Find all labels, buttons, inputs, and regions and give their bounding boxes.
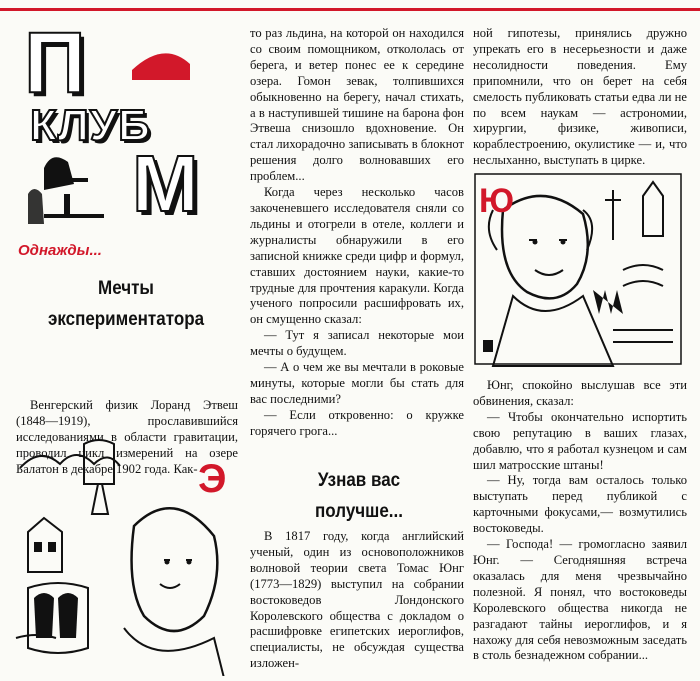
story1-title	[28, 272, 224, 334]
club-logo	[14, 15, 240, 230]
illustration1-letter: Э	[198, 457, 227, 501]
story2-paragraph: — Господа! — громогласно заявил Юнг. — Сегодняшняя встреча оказалась для меня чрезвычайно полезной. Я понял, что востоковеды Королевского общества никогда не разгадают тайны иероглифов, и я нахожу для себя невозможным заседать в столь безнадежном собрании...	[473, 537, 687, 663]
story1-paragraph: — Тут я записал некоторые мои мечты о будущем.	[250, 328, 464, 359]
story1-paragraph: — Если откровенно: о кружке горячего грога...	[250, 407, 464, 438]
illustration2-letter: Ю	[479, 182, 515, 220]
story1-paragraph-cont: то раз льдина, на которой он находился со своим помощником, откололась от берега, и ветер понес ее к середине озера. Гомон зевак, толпившихся обыкновенно на берегу, начал стихать, а в наступившей тишине на барона фон Этвеша снизошло вдохновение. Он стал лихорадочно записывать в блокнот решения долго волновавших его проблем...	[250, 26, 464, 184]
story1-column2	[250, 26, 464, 440]
story1-title-line1: Мечты	[98, 276, 154, 299]
story2-paragraph: Юнг, спокойно выслушав все эти обвинения, сказал:	[473, 378, 687, 408]
illustration-young	[473, 170, 687, 370]
eotvos-drawing	[14, 438, 242, 676]
logo-letter-m: М	[132, 139, 199, 228]
story2-title-line1: Узнав вас	[317, 468, 401, 491]
story2-paragraph: В 1817 году, когда английский ученый, один из основоположников волновой теории света Томас Юнг (1773—1829) выступил на собрании востоковедов Лондонского Королевского общества с докладом о расшифровке египетских иероглифов, специалисты, не обсуждая существа изложен-	[250, 529, 464, 671]
story1-title-line2: экспериментатора	[47, 307, 205, 330]
story2-column1	[250, 529, 464, 672]
story1-paragraph: Венгерский физик Лоранд Этвеш (1848—1919), прославившийся исследованиями в области гравитации, проводил цикл измерений на озере Балатон в декабре 1902 года. Как-	[16, 398, 238, 476]
top-rule	[0, 8, 700, 11]
young-drawing	[473, 170, 687, 370]
logo-letter-p: П	[24, 15, 84, 111]
story2-paragraph: — Чтобы окончательно испортить свою репутацию в ваших глазах, добавлю, что я работал кузнецом и сам шил матросские штаны!	[473, 409, 687, 472]
story2-title-line2: получше...	[315, 499, 403, 522]
story2-column2-top	[473, 26, 687, 169]
story2-title	[270, 464, 448, 526]
story2-paragraph: — Ну, тогда вам осталось только выступать перед публикой с карточными фокусами,— возмутились востоковеды.	[473, 473, 687, 536]
story1-paragraph: Когда через несколько часов закоченевшего исследователя сняли со льдины и отогрели в отеле, коллеги и журналисты обнаружили в его записной книжке среди цифр и формул, ставших достоянием науки, какие-то трудные для прочтения каракули. Когда ученого попросили расшифровать их, он смущенно сказал:	[250, 185, 464, 327]
logo-word-klub: КЛУБ	[30, 101, 151, 150]
story2-column2-bottom	[473, 378, 687, 664]
story2-paragraph-cont: ной гипотезы, принялись дружно упрекать его в несерьезности и даже несолидности поведения. Ему припомнили, что он берет на себя смелость публиковать статьи едва ли не по всем наукам — астрономии, хирургии, физике, живописи, кораблестроению, окулистике — и, что неслыханно, выступать в цирке.	[473, 26, 687, 168]
illustration-eotvos	[14, 438, 242, 676]
story1-paragraph: — А о чем же вы мечтали в роковые минуты, которые могли бы стать для вас последними?	[250, 360, 464, 406]
rubric-label: Однажды...	[18, 242, 102, 259]
